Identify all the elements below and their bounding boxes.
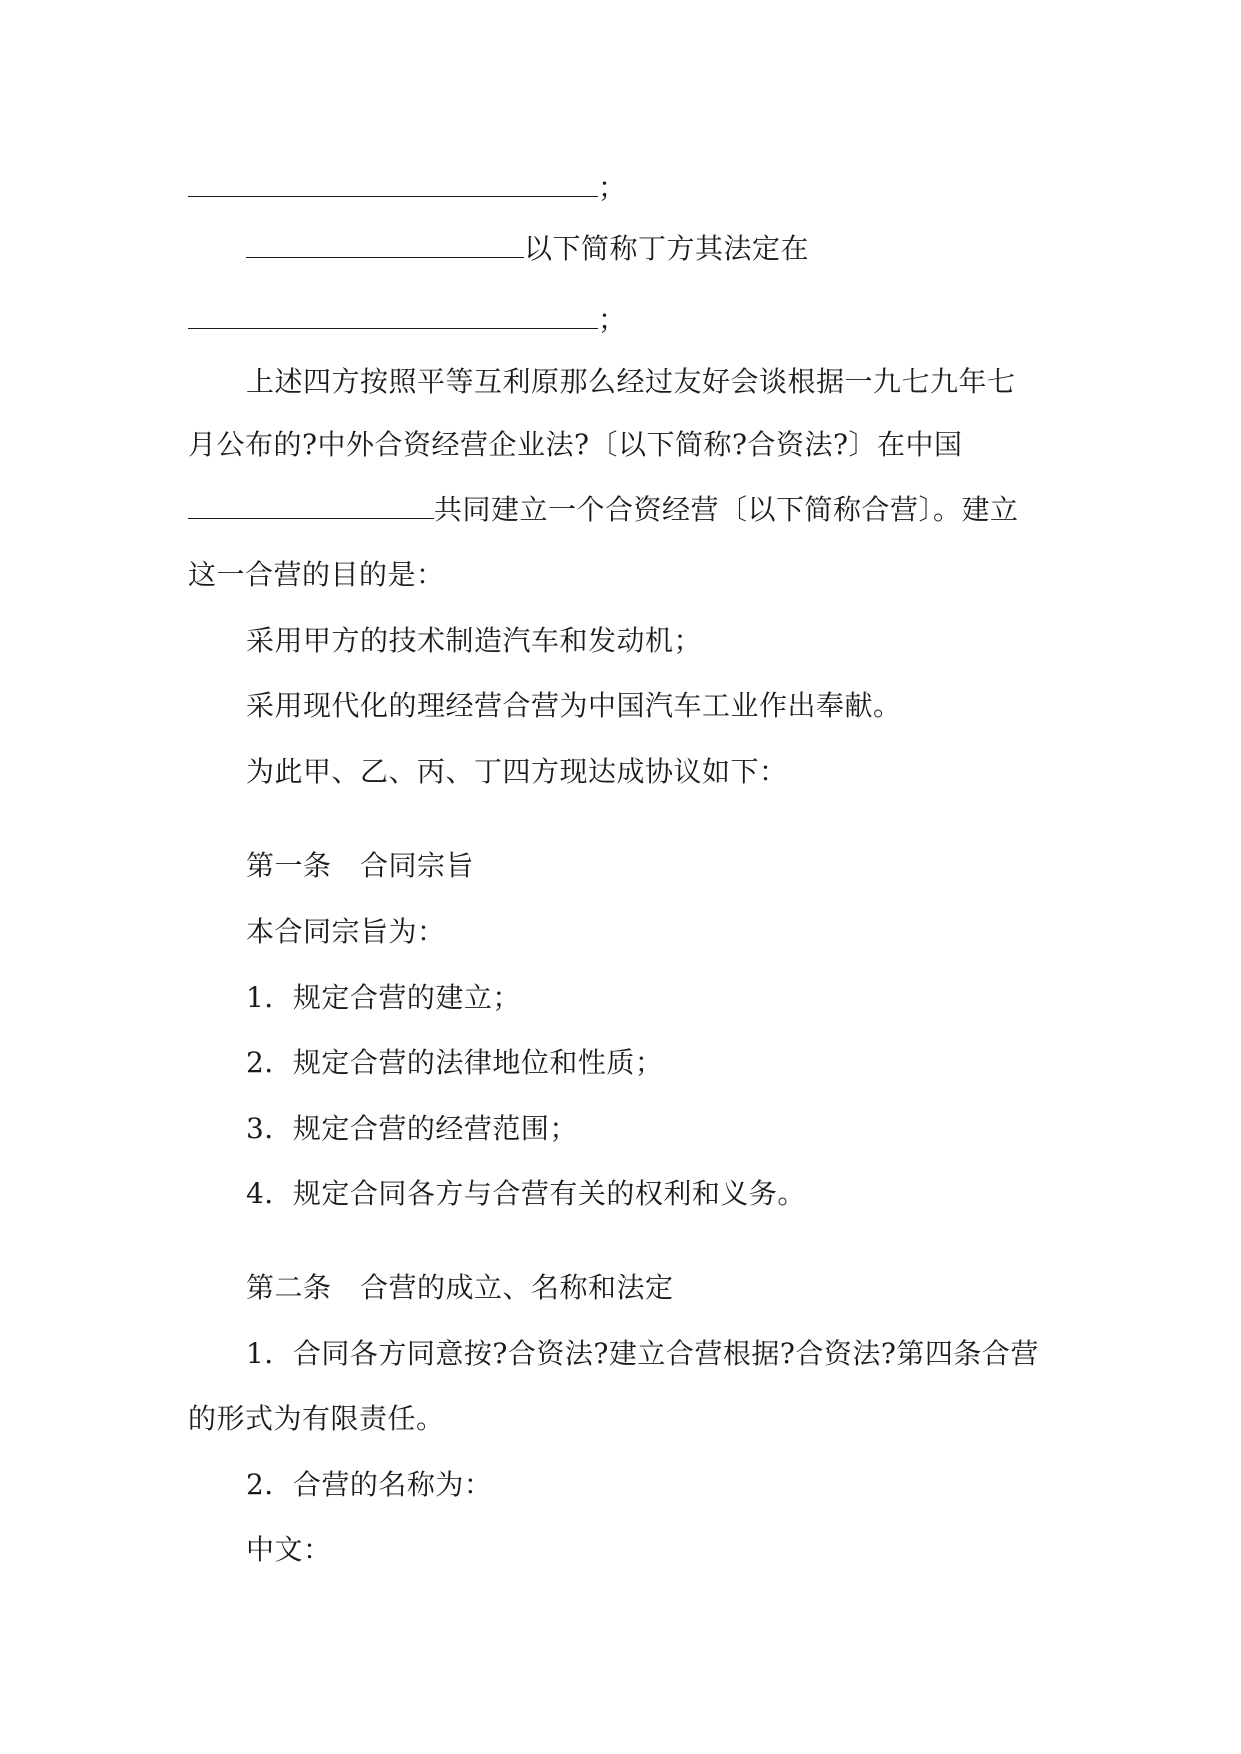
preamble-line-3: [188, 490, 1019, 530]
preamble-line-3-text: 共同建立一个合资经营〔以下简称合营〕。建立: [434, 493, 1019, 526]
blank-field: [188, 492, 434, 519]
article-1-item: 3．规定合营的经营范围；: [246, 1112, 578, 1145]
line-suffix: ；: [598, 303, 627, 336]
preamble-line-1: 上述四方按照平等互利原那么经过友好会谈根据一九七九年七: [246, 365, 1016, 398]
blank-field: [188, 302, 598, 329]
party-d-text: 以下简称丁方其法定在: [524, 232, 810, 265]
purpose-1: 采用甲方的技术制造汽车和发动机；: [246, 624, 703, 657]
fill-line-1: [188, 168, 627, 208]
article-2-item-1-line-1: 1．合同各方同意按?合资法?建立合营根据?合资法?第四条合营: [246, 1337, 1039, 1370]
chinese-name-label: 中文：: [246, 1533, 332, 1566]
article-2-heading: 第二条 合营的成立、名称和法定: [246, 1271, 674, 1304]
fill-line-2: [188, 300, 627, 340]
agreement-statement: 为此甲、乙、丙、丁四方现达成协议如下：: [246, 755, 788, 788]
blank-field: [188, 170, 598, 197]
article-2-item-1-line-2: 的形式为有限责任。: [188, 1402, 445, 1435]
line-suffix: ；: [598, 171, 627, 204]
purpose-2: 采用现代化的理经营合营为中国汽车工业作出奉献。: [246, 689, 902, 722]
article-1-item: 4．规定合同各方与合营有关的权利和义务。: [246, 1177, 806, 1210]
preamble-line-2: 月公布的?中外合资经营企业法?〔以下简称?合资法?〕在中国: [188, 428, 963, 461]
article-2-item-2: 2．合营的名称为：: [246, 1468, 493, 1501]
party-d-line: [246, 229, 809, 269]
article-1-heading: 第一条 合同宗旨: [246, 849, 475, 882]
article-1-item: 2．规定合营的法律地位和性质；: [246, 1046, 664, 1079]
article-1-intro: 本合同宗旨为：: [246, 915, 446, 948]
preamble-line-4: 这一合营的目的是：: [188, 558, 445, 591]
article-1-item: 1．规定合营的建立；: [246, 981, 521, 1014]
blank-field: [246, 231, 524, 258]
